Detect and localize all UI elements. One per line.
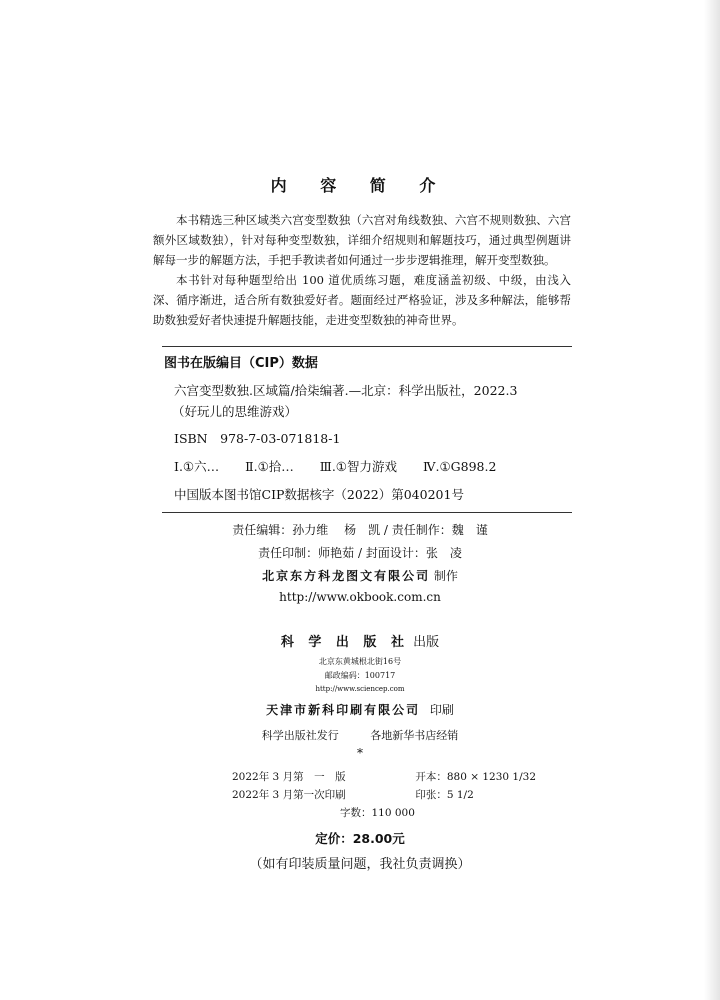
intro-paragraph-2: 本书针对每种题型给出 100 道优质练习题，难度涵盖初级、中级，由浅入深、循序渐进，适合所有数独爱好者。题面经过严格验证，涉及多种解法，能够帮助数独爱好者快速提升解题技能，走进变型数独的神奇世界。: [153, 273, 571, 327]
printer-name: 天津市新科印刷有限公司: [266, 703, 421, 717]
book-introduction: [153, 210, 571, 330]
divider-top: [162, 346, 572, 347]
cip-classification: [174, 457, 518, 475]
word-count: 字数：110 000: [340, 807, 415, 819]
publisher-url: http://www.sciencep.com: [315, 685, 405, 693]
credits-editors: 责任编辑：孙力维 杨 凯 / 责任制作：魏 谨: [232, 523, 488, 537]
edition-row-2: [232, 787, 474, 802]
producer-line: [0, 567, 720, 584]
cip-class-3: Ⅲ.①智力游戏: [319, 459, 398, 474]
publisher-suffix: 出版: [413, 635, 440, 650]
edition-row-1: [232, 769, 536, 784]
publisher-line: [0, 631, 720, 650]
separator-star: *: [357, 746, 363, 760]
cip-class-2: Ⅱ.①拾…: [245, 459, 294, 474]
intro-paragraph-1: 本书精选三种区域类六宫变型数独（六宫对角线数独、六宫不规则数独、六宫额外区域数独），针对每种变型数独，详细介绍规则和解题技巧，通过典型例题讲解每一步的解题方法，手把手教读者如何通过一步步逻辑推理，解开变型数独。: [153, 213, 571, 267]
distribution-line: [0, 727, 720, 743]
cip-title-line: 六宫变型数独.区域篇/拾柒编著.—北京：科学出版社，2022.3: [174, 383, 518, 398]
printer-line: [0, 701, 720, 718]
cip-isbn: ISBN 978-7-03-071818-1: [174, 431, 341, 446]
producer-suffix: 制作: [433, 569, 458, 583]
cip-heading: 图书在版编目（CIP）数据: [164, 356, 318, 371]
cip-record-number: 中国版本图书馆CIP数据核字（2022）第040201号: [174, 487, 464, 502]
format-info: 开本：880 × 1230 1/32: [415, 771, 536, 783]
distribution-stores: 各地新华书店经销: [370, 729, 459, 742]
edition-info: 2022年 3 月第 一 版: [232, 771, 346, 783]
distribution-publisher: 科学出版社发行: [261, 729, 339, 742]
sheets-info: 印张：5 1/2: [415, 789, 474, 801]
page-edge-shadow: [704, 0, 720, 1000]
cip-series-line: （好玩儿的思维游戏）: [172, 404, 298, 419]
cip-class-4: Ⅳ.①G898.2: [423, 459, 497, 474]
page-title: 内 容 简 介: [270, 176, 450, 195]
credits-print-design: 责任印制：师艳茹 / 封面设计：张 凌: [258, 546, 462, 560]
producer-url: http://www.okbook.com.cn: [279, 590, 441, 604]
divider-bottom: [162, 512, 572, 513]
price: 定价：28.00元: [315, 831, 405, 846]
quality-notice: （如有印装质量问题，我社负责调换）: [249, 857, 471, 872]
producer-name: 北京东方科龙图文有限公司: [262, 569, 431, 583]
publisher-address: 北京东黄城根北街16号: [318, 657, 402, 666]
cip-class-1: Ⅰ.①六…: [174, 459, 220, 474]
printing-info: 2022年 3 月第一次印刷: [232, 789, 346, 801]
publisher-postcode: 邮政编码：100717: [324, 671, 396, 680]
publisher-name: 科 学 出 版 社: [280, 635, 409, 650]
printer-suffix: 印刷: [429, 703, 454, 717]
